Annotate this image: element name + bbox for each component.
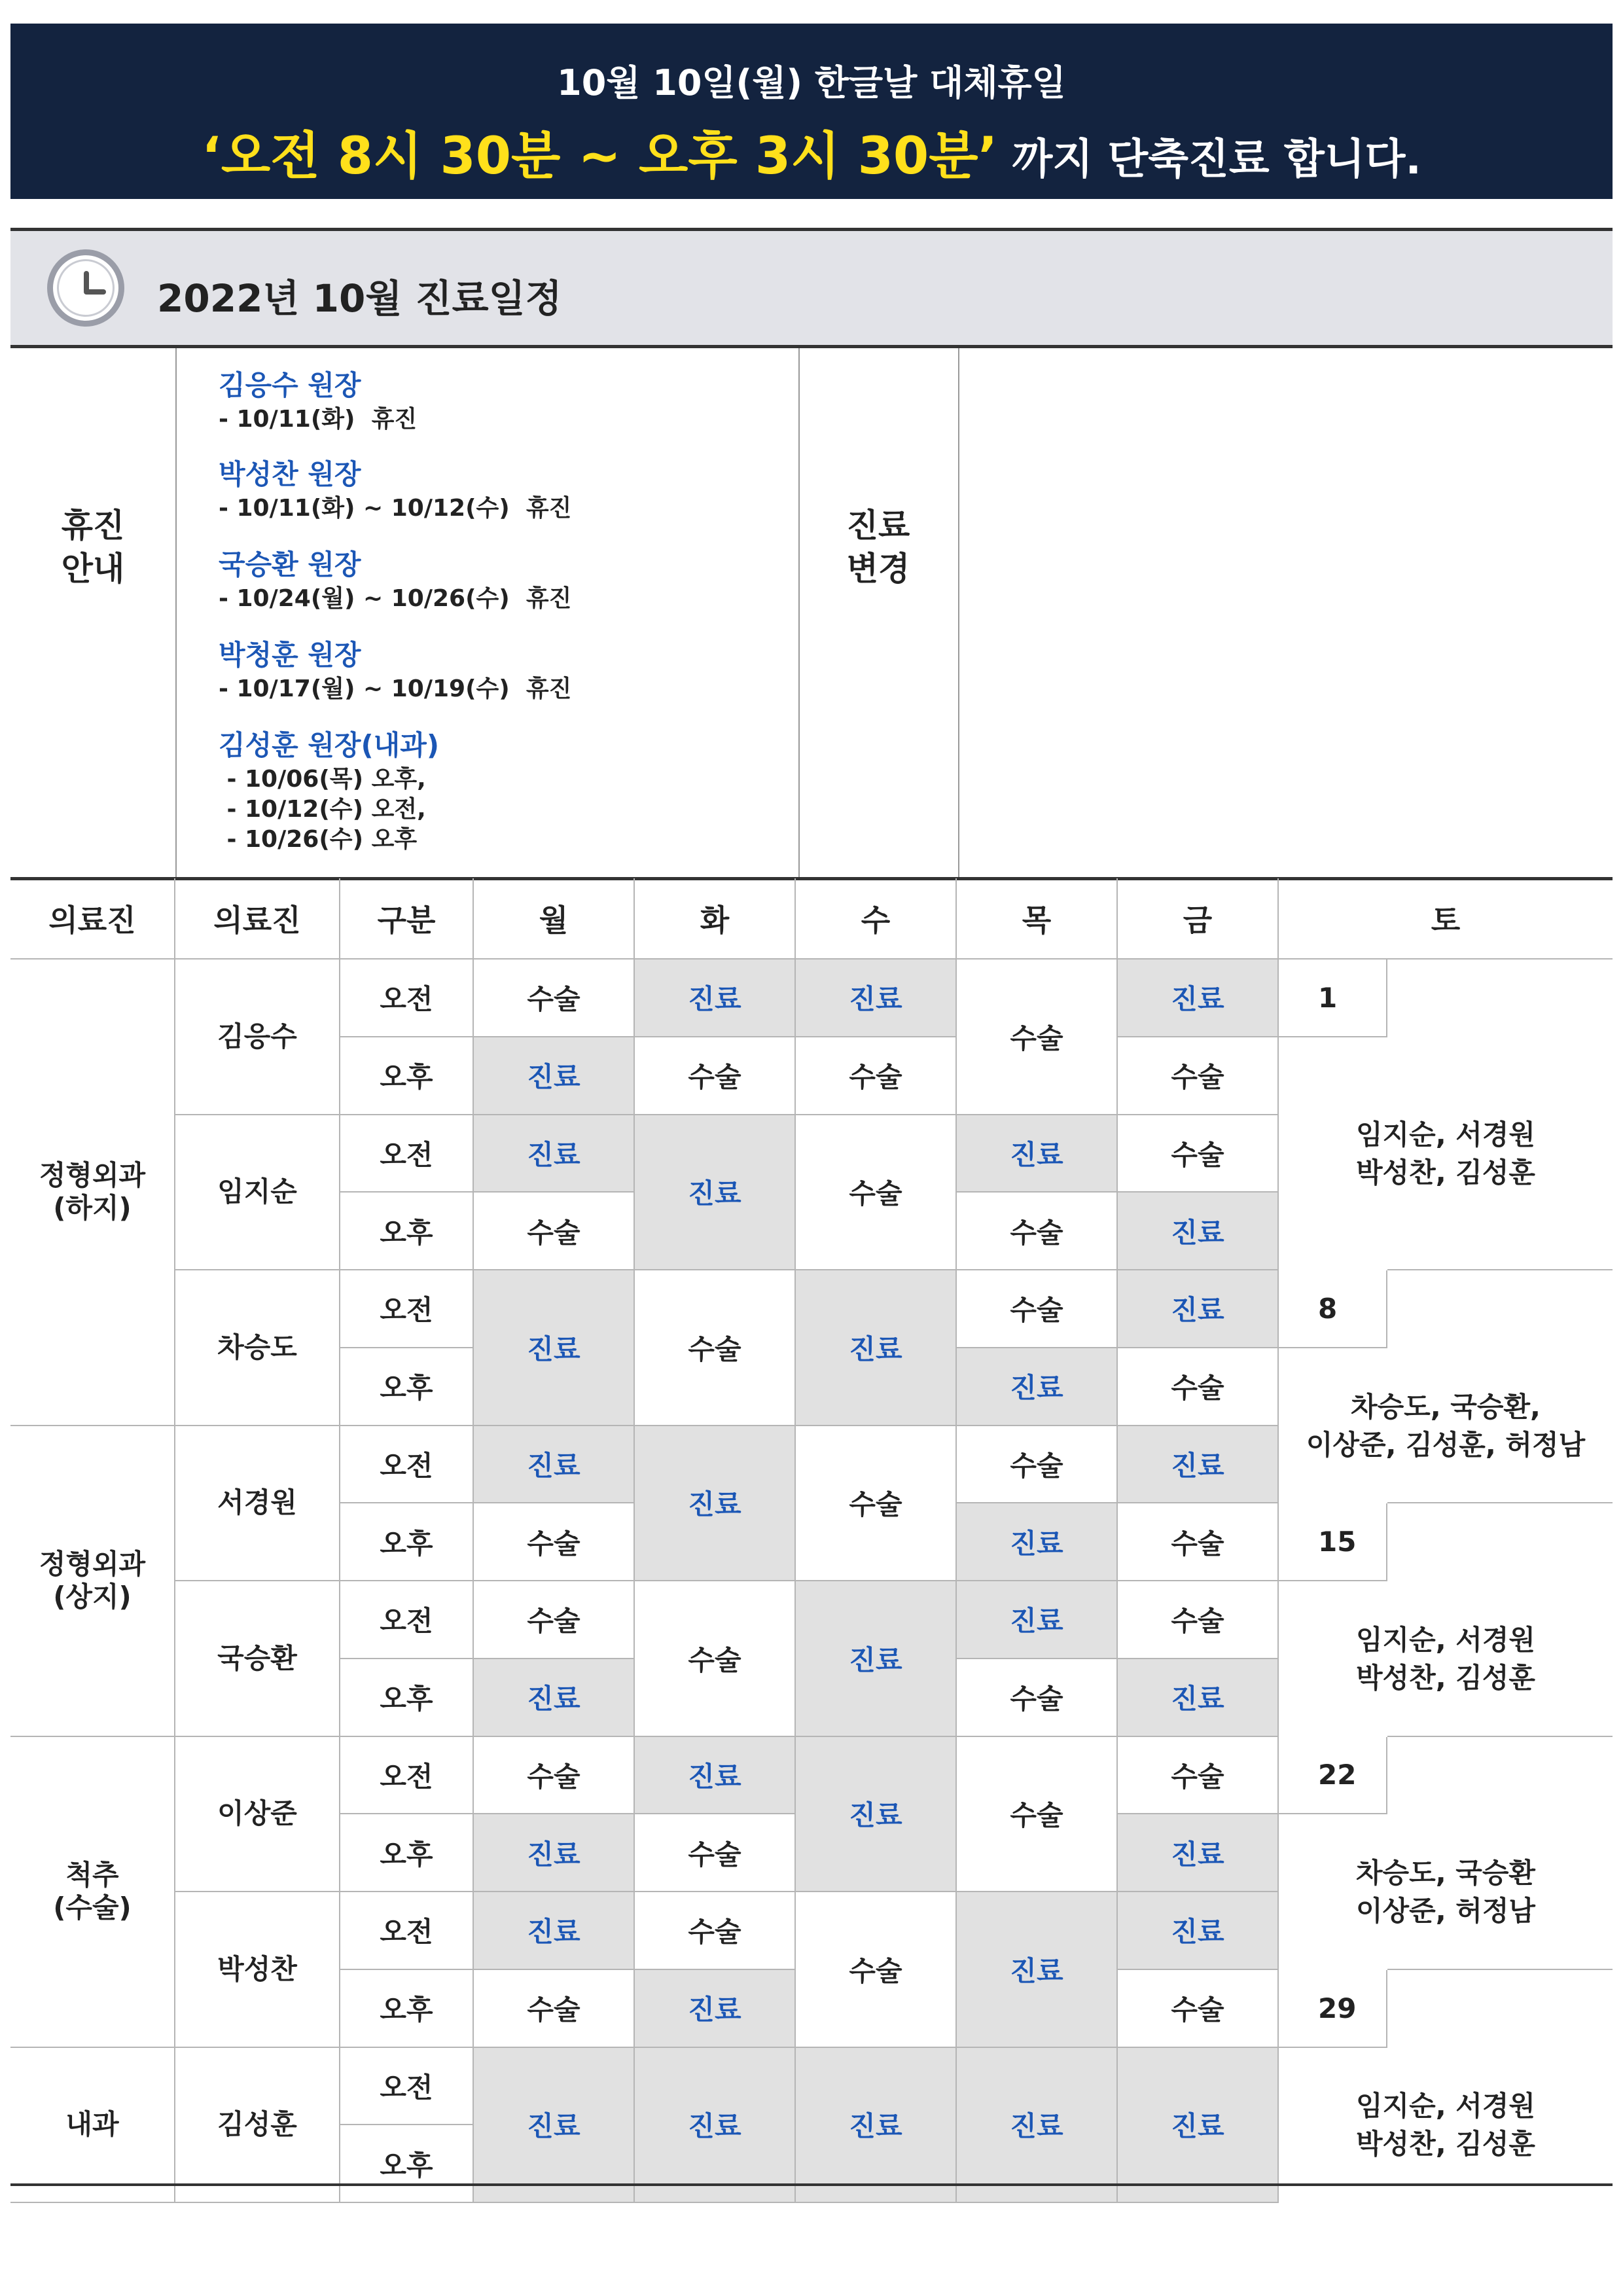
- pm-label: 오후: [340, 1659, 474, 1737]
- clinic-cell: 진료: [635, 1115, 796, 1271]
- surgery-cell: 수술: [474, 1193, 635, 1270]
- doctor-label: 김성훈: [175, 2048, 340, 2204]
- column-header: 구분: [340, 878, 474, 960]
- surgery-cell: 수술: [1118, 1581, 1279, 1659]
- surgery-cell: 수술: [1118, 1737, 1279, 1815]
- am-label: 오전: [340, 1426, 474, 1504]
- saturday-doctors: 임지순, 서경원 박성찬, 김성훈: [1355, 1118, 1535, 1189]
- surgery-cell: 수술: [957, 1659, 1118, 1737]
- column-header: 화: [635, 878, 796, 960]
- clinic-cell: 진료: [957, 1348, 1118, 1426]
- doctor-name: 김성훈 원장(내과): [219, 729, 440, 761]
- pm-label: 오후: [340, 1037, 474, 1115]
- surgery-cell: 수술: [1118, 1037, 1279, 1115]
- surgery-cell: 수술: [474, 1503, 635, 1581]
- page-title: 2022년 10월 진료일정: [157, 276, 562, 321]
- doctor-label: 서경원: [175, 1426, 340, 1582]
- surgery-cell: 수술: [474, 1581, 635, 1659]
- surgery-cell: 수술: [635, 1037, 796, 1115]
- surgery-cell: 수술: [635, 1581, 796, 1737]
- surgery-cell: 수술: [957, 1737, 1118, 1893]
- closed-dates: - 10/11(화) ~ 10/12(수) 휴진: [219, 495, 572, 522]
- closed-dates: - 10/11(화) 휴진: [219, 406, 418, 433]
- schedule-table: [10, 878, 1613, 2185]
- surgery-cell: 수술: [796, 1426, 957, 1582]
- column-header: 의료진: [175, 878, 340, 960]
- notice-highlight: ‘오전 8시 30분 ~ 오후 3시 30분’: [202, 127, 998, 186]
- department-label: 정형외과 (상지): [10, 1426, 175, 1737]
- clinic-cell: 진료: [1118, 1270, 1279, 1348]
- clinic-cell: 진료: [796, 1581, 957, 1737]
- doctor-label: 임지순: [175, 1115, 340, 1271]
- closed-header: 휴진 안내: [61, 507, 125, 588]
- surgery-cell: 수술: [1118, 1503, 1279, 1581]
- clinic-cell: 진료: [474, 2048, 635, 2204]
- saturday-doctors: 임지순, 서경원 박성찬, 김성훈: [1355, 1623, 1535, 1694]
- clinic-cell: 진료: [635, 1970, 796, 2048]
- clinic-cell: 진료: [957, 2048, 1118, 2204]
- am-label: 오전: [340, 2048, 474, 2126]
- clinic-cell: 진료: [474, 1115, 635, 1193]
- column-header: 목: [957, 878, 1118, 960]
- clinic-cell: 진료: [957, 1115, 1118, 1193]
- closed-dates: - 10/17(월) ~ 10/19(수) 휴진: [219, 675, 572, 702]
- clinic-cell: 진료: [474, 1426, 635, 1504]
- saturday-date: 8: [1279, 1270, 1387, 1348]
- department-label: 척추 (수술): [10, 1737, 175, 2048]
- clinic-cell: 진료: [474, 1892, 635, 1970]
- pm-label: 오후: [340, 1348, 474, 1426]
- clinic-cell: 진료: [474, 1659, 635, 1737]
- closed-entry: [219, 636, 571, 704]
- surgery-cell: 수술: [635, 1814, 796, 1892]
- surgery-cell: 수술: [635, 1892, 796, 1970]
- am-label: 오전: [340, 960, 474, 1037]
- doctor-label: 박성찬: [175, 1892, 340, 2048]
- notice-line-1: 10월 10일(월) 한글날 대체휴일: [557, 62, 1066, 103]
- doctor-label: 이상준: [175, 1737, 340, 1893]
- clinic-cell: 진료: [1118, 1426, 1279, 1504]
- am-label: 오전: [340, 1737, 474, 1815]
- schedule-title-bar: [10, 228, 1613, 348]
- clinic-cell: 진료: [957, 1892, 1118, 2048]
- notice-rest: 까지 단축진료 합니다.: [997, 135, 1421, 184]
- clinic-cell: 진료: [796, 960, 957, 1037]
- surgery-cell: 수술: [957, 1270, 1118, 1348]
- clinic-cell: 진료: [474, 1814, 635, 1892]
- am-label: 오전: [340, 1892, 474, 1970]
- doctor-name: 박청훈 원장: [219, 639, 361, 671]
- closed-entry: [219, 546, 571, 614]
- surgery-cell: 수술: [796, 1892, 957, 2048]
- clinic-cell: 진료: [957, 1581, 1118, 1659]
- column-header: 월: [474, 878, 635, 960]
- pm-label: 오후: [340, 1970, 474, 2048]
- saturday-date: 22: [1279, 1737, 1387, 1815]
- department-label: 내과: [10, 2048, 175, 2204]
- am-label: 오전: [340, 1115, 474, 1193]
- clinic-cell: 진료: [1118, 1814, 1279, 1892]
- clinic-cell: 진료: [635, 1426, 796, 1582]
- closed-entry: [219, 456, 571, 524]
- closed-entry: [219, 367, 417, 435]
- clinic-cell: 진료: [796, 1270, 957, 1426]
- clinic-cell: 진료: [474, 1270, 635, 1426]
- pm-label: 오후: [340, 1814, 474, 1892]
- clinic-cell: 진료: [957, 1503, 1118, 1581]
- doctor-label: 김응수: [175, 960, 340, 1115]
- saturday-date: 15: [1279, 1503, 1387, 1581]
- clinic-cell: 진료: [796, 2048, 957, 2204]
- surgery-cell: 수술: [474, 1737, 635, 1815]
- clinic-cell: 진료: [474, 1037, 635, 1115]
- column-header: 토: [1279, 878, 1613, 960]
- doctor-name: 김응수 원장: [219, 369, 361, 401]
- surgery-cell: 수술: [474, 960, 635, 1037]
- department-label: 정형외과 (하지): [10, 960, 175, 1426]
- clinic-cell: 진료: [796, 1737, 957, 1893]
- pm-label: 오후: [340, 1193, 474, 1270]
- notice-line-2: [10, 115, 1613, 188]
- doctor-label: 국승환: [175, 1581, 340, 1737]
- surgery-cell: 수술: [796, 1037, 957, 1115]
- doctor-name: 박성찬 원장: [219, 458, 361, 490]
- surgery-cell: 수술: [474, 1970, 635, 2048]
- saturday-doctors: 차승도, 국승환, 이상준, 김성훈, 허정남: [1306, 1390, 1586, 1461]
- clinic-cell: 진료: [1118, 1659, 1279, 1737]
- clinic-cell: 진료: [635, 2048, 796, 2204]
- saturday-date: 29: [1279, 1970, 1387, 2048]
- closed-dates: - 10/06(목) 오후, - 10/12(수) 오전, - 10/26(수) 오후: [226, 766, 426, 853]
- closed-dates: - 10/24(월) ~ 10/26(수) 휴진: [219, 585, 572, 612]
- am-label: 오전: [340, 1270, 474, 1348]
- column-header: 수: [796, 878, 957, 960]
- surgery-cell: 수술: [635, 1270, 796, 1426]
- saturday-date: 1: [1279, 960, 1387, 1037]
- clinic-cell: 진료: [635, 960, 796, 1037]
- doctor-name: 국승환 원장: [219, 548, 361, 581]
- clinic-cell: 진료: [1118, 2048, 1279, 2204]
- column-header: 의료진: [10, 878, 175, 960]
- am-label: 오전: [340, 1581, 474, 1659]
- column-header: 금: [1118, 878, 1279, 960]
- surgery-cell: 수술: [1118, 1970, 1279, 2048]
- info-section: [10, 348, 1613, 880]
- pm-label: 오후: [340, 2125, 474, 2203]
- surgery-cell: 수술: [1118, 1348, 1279, 1426]
- saturday-doctors: 차승도, 국승환 이상준, 허정남: [1355, 1857, 1535, 1927]
- doctor-label: 차승도: [175, 1270, 340, 1426]
- clock-icon: [47, 249, 124, 327]
- pm-label: 오후: [340, 1503, 474, 1581]
- clinic-cell: 진료: [1118, 1193, 1279, 1270]
- clinic-cell: 진료: [1118, 960, 1279, 1037]
- surgery-cell: 수술: [957, 1193, 1118, 1270]
- clinic-cell: 진료: [635, 1737, 796, 1815]
- surgery-cell: 수술: [957, 960, 1118, 1115]
- notice-banner: [10, 24, 1613, 199]
- surgery-cell: 수술: [957, 1426, 1118, 1504]
- change-header: 진료 변경: [846, 507, 910, 588]
- closed-entry: [219, 726, 439, 855]
- saturday-doctors: 임지순, 서경원 박성찬, 김성훈: [1355, 2090, 1535, 2161]
- clinic-cell: 진료: [1118, 1892, 1279, 1970]
- surgery-cell: 수술: [796, 1115, 957, 1271]
- surgery-cell: 수술: [1118, 1115, 1279, 1193]
